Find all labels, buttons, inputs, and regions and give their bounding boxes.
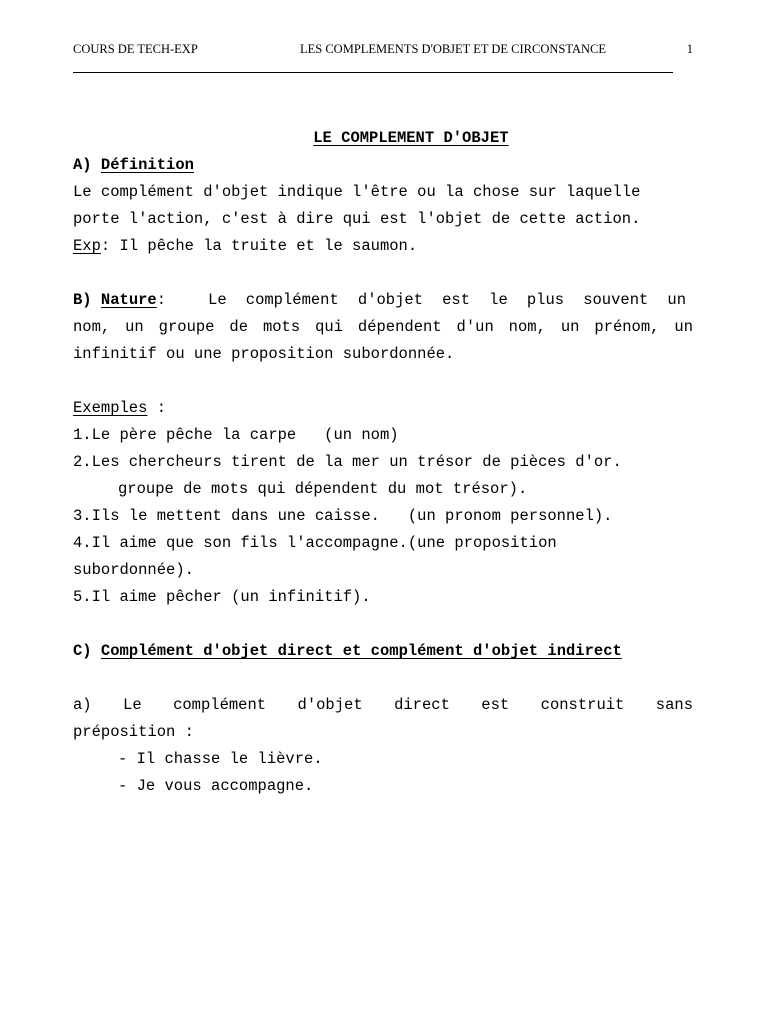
section-b-title: Nature xyxy=(100,291,157,309)
running-header xyxy=(73,42,693,58)
document-title: LE COMPLEMENT D'OBJET xyxy=(313,129,509,147)
section-b-letter: B) xyxy=(73,291,92,309)
example-item: 4.Il aime que son fils l'accompagne.(une proposition xyxy=(73,534,557,552)
example-item: 2.Les chercheurs tirent de la mer un trésor de pièces d'or. xyxy=(73,453,622,471)
header-divider xyxy=(73,72,673,73)
document-body xyxy=(73,98,693,800)
bullet-item: - Il chasse le lièvre. xyxy=(118,750,323,768)
header-course-name: COURS DE TECH-EXP xyxy=(73,42,198,56)
section-c-heading xyxy=(73,638,693,665)
section-b-line-3: infinitif ou une proposition subordonnée. xyxy=(73,345,455,363)
section-b-line-2: nom, un groupe de mots qui dépendent d'un nom, un prénom, un xyxy=(73,318,693,336)
examples-label-suffix: : xyxy=(147,399,167,417)
section-a-example xyxy=(73,233,693,260)
example-item: subordonnée). xyxy=(73,561,194,579)
section-c-title: Complément d'objet direct et complément d'objet indirect xyxy=(100,642,622,660)
bullet-item: - Je vous accompagne. xyxy=(118,777,314,795)
section-a-letter: A) xyxy=(73,156,92,174)
example-item: 5.Il aime pêcher (un infinitif). xyxy=(73,588,371,606)
example-item: 1.Le père pêche la carpe (un nom) xyxy=(73,426,399,444)
example-text: : Il pêche la truite et le saumon. xyxy=(100,237,418,255)
header-chapter-title: LES COMPLEMENTS D'OBJET ET DE CIRCONSTANCE xyxy=(300,42,607,56)
section-c-sub-a-line-1: a) Le complément d'objet direct est construit sans xyxy=(73,696,693,714)
header-page-number: 1 xyxy=(686,42,693,56)
section-c-letter: C) xyxy=(73,642,92,660)
section-c-sub-a-line-2: préposition : xyxy=(73,723,194,741)
section-a-title: Définition xyxy=(100,156,194,174)
examples-label: Exemples xyxy=(73,399,148,417)
section-a-line-1: Le complément d'objet indique l'être ou la chose sur laquelle xyxy=(73,183,641,201)
document-title-line xyxy=(73,98,693,147)
section-b-colon: : xyxy=(156,291,167,309)
section-b-line-1-text: Le complément d'objet est le plus souvent un xyxy=(208,291,687,309)
examples-heading xyxy=(73,395,693,422)
section-a-line-2: porte l'action, c'est à dire qui est l'objet de cette action. xyxy=(73,210,641,228)
section-b-line-1 xyxy=(73,287,693,314)
example-label: Exp xyxy=(73,237,101,255)
example-item: 3.Ils le mettent dans une caisse. (un pronom personnel). xyxy=(73,507,613,525)
example-item: groupe de mots qui dépendent du mot trésor). xyxy=(118,480,528,498)
